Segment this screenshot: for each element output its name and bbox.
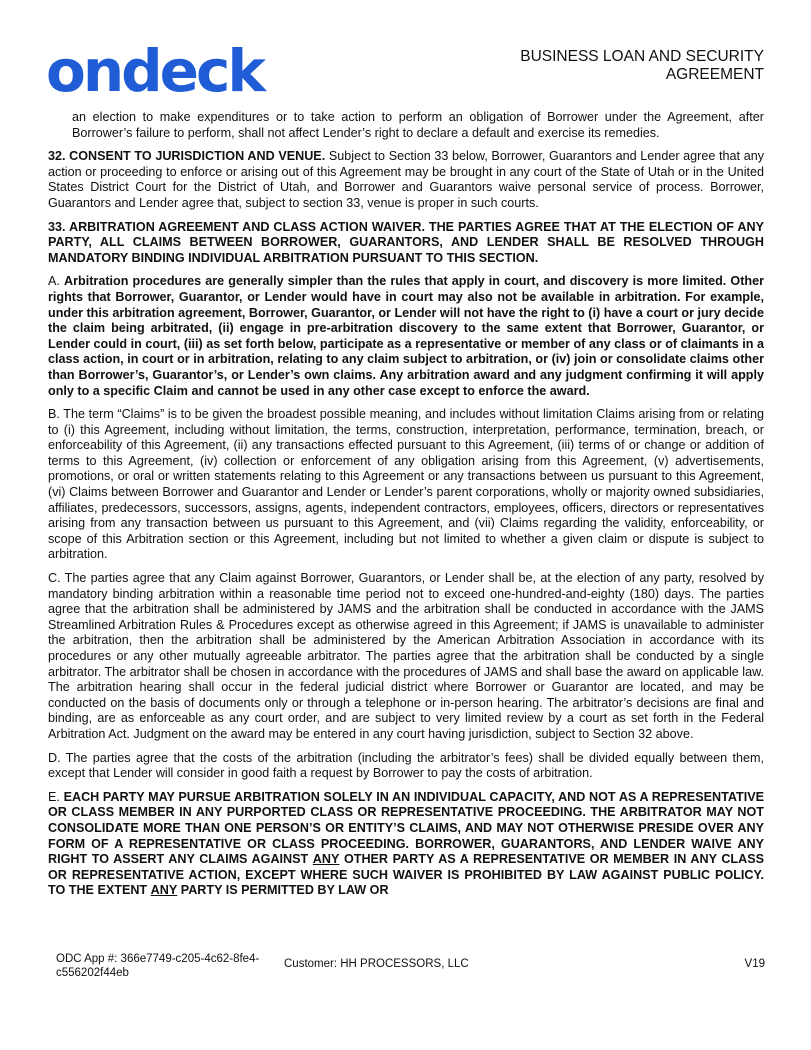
paragraph-a-label: A. [48,274,60,289]
ondeck-logo: ondeck [46,37,263,105]
paragraph-a-text: Arbitration procedures are generally simpler than the rules that apply in court, and discovery is more limited. Other rights that Borrower, Guarantor, or Lender would have in court may also not be available in arbitration. For example, under this arbitration agreement, Borrower, Guarantor, or Lender will not have the right to (i) have a court or jury decide the claim being arbitrated, (ii) engage in pre-arbitration discovery to the same extent that Borrower, Guarantor, or Lender could in court, (iii) as set forth below, participate as a representative or member of any class or of claimants in a class action, in court or in arbitration, relating to any claim subject to arbitration, or (iv) join or consolidate claims other than Borrower’s, Guarantor’s, or Lender’s own claims. Any arbitration award and any judgment confirming it will apply only to a specific Claim and cannot be used in any other case except to enforce the award. [48,274,764,398]
paragraph-e-label: E. [48,789,60,804]
version-label: V19 [744,958,765,970]
section-33-heading: 33. ARBITRATION AGREEMENT AND CLASS ACTION WAIVER. THE PARTIES AGREE THAT AT THE ELECTION OF ANY PARTY, ALL CLAIMS BETWEEN BORROWER, GUARANTORS, AND LENDER SHALL BE RESOLVED THROUGH MANDATORY BINDING INDIVIDUAL ARBITRATION PURSUANT TO THIS SECTION. [48,219,764,265]
paragraph-c: C. The parties agree that any Claim against Borrower, Guarantors, or Lender shall be, at the election of any party, resolved by mandatory binding arbitration within a reasonable time period not to exceed one-hundred-and-eighty (180) days. The parties agree that the arbitration shall be administered by JAMS and the arbitration shall be conducted in accordance with the JAMS Streamlined Arbitration Rules & Procedures except as otherwise agreed in this Agreement; if JAMS is unavailable to administer the arbitration, then the arbitration shall be administered by the American Arbitration Association in accordance with its procedures or any other mutually agreeable arbitrator. The parties agree that the arbitration shall be conducted by a single arbitrator. The arbitrator shall be chosen in accordance with the procedures of JAMS and shall base the award on applicable law. The arbitration hearing shall occur in the federal judicial district where Borrower or Guarantor are located, and may be conducted on the basis of documents only or through a telephone or in-person hearing. The arbitrator’s decisions are final and binding, are as enforceable as any court order, and are subject to very limited review by a court as set forth in the Federal Arbitration Act. Judgment on the award may be entered in any court having jurisdiction, subject to Section 32 above. [48,571,764,741]
paragraph-d: D. The parties agree that the costs of the arbitration (including the arbitrator’s fees) shall be divided equally between them, except that Lender will consider in good faith a request by Borrower to pay the costs of arbitration. [48,750,764,781]
document-title: BUSINESS LOAN AND SECURITY AGREEMENT [520,48,764,83]
paragraph-b: B. The term “Claims” is to be given the broadest possible meaning, and includes without limitation Claims arising from or relating to (i) this Agreement, including without limitation, the terms, construction, interpretation, performance, termination, breach, or enforceability of this Agreement, (ii) any transactions effected pursuant to this Agreement, (iii) terms of or change or addition of terms to this Agreement, (iv) collection or enforcement of any obligation arising from this Agreement, (v) advertisements, promotions, or oral or written statements relating to this Agreement or any transactions between us pursuant to this Agreement, (vi) Claims between Borrower and Guarantor and Lender or Lender’s parent corporations, wholly or majority owned subsidiaries, affiliates, predecessors, successors, assigns, agents, independent contractors, employees, officers, directors or representatives arising from any transaction between us pursuant to this Agreement, and (vii) Claims regarding the validity, enforceability, or scope of this Arbitration section or this Agreement, including but not limited to whether a given claim or dispute is subject to arbitration. [48,407,764,562]
intro-paragraph: an election to make expenditures or to take action to perform an obligation of Borrower under the Agreement, after Borrower’s failure to perform, shall not affect Lender’s right to declare a default and exercise its remedies. [72,110,764,140]
paragraph-e [48,790,764,899]
section-32 [48,149,764,211]
paragraph-e-text-1: EACH PARTY MAY PURSUE ARBITRATION SOLELY IN AN INDIVIDUAL CAPACITY, AND NOT AS A REPRESENTATIVE OR CLASS MEMBER IN ANY PURPORTED CLASS OR REPRESENTATIVE PROCEEDING. THE ARBITRATOR MAY NOT CONSOLIDATE MORE THAN ONE PERSON’S OR ENTITY’S CLAIMS, AND MAY NOT OTHERWISE PRESIDE OVER ANY FORM OF A REPRESENTATIVE OR CLASS PROCEEDING. BORROWER, GUARANTORS, AND LENDER WAIVE ANY RIGHT TO ASSERT ANY CLAIMS AGAINST [48,789,764,867]
customer-name: Customer: HH PROCESSORS, LLC [284,958,469,970]
paragraph-e-any-2: ANY [150,883,178,898]
section-32-text: Subject to Section 33 below, Borrower, Guarantors and Lender agree that any action or proceeding to enforce or arising out of this Agreement may be brought in any court of the State of Utah or in the United States District Court for the District of Utah, and Borrower and Guarantors waive personal service of process. Borrower, Guarantors and Lender agree that, subject to section 33, venue is proper in such courts. [48,149,765,210]
paragraph-e-text-2: OTHER PARTY AS A REPRESENTATIVE OR MEMBER IN ANY CLASS OR REPRESENTATIVE ACTION, EXCEPT WHERE SUCH WAIVER IS PROHIBITED BY LAW AGAINST PUBLIC POLICY. TO THE EXTENT [48,852,765,898]
document-body [48,110,764,907]
paragraph-a [48,274,764,399]
odc-app-number: ODC App #: 366e7749-c205-4c62-8fe4-c556202f44eb [56,953,260,979]
paragraph-e-text-3: PARTY IS PERMITTED BY LAW OR [180,883,389,898]
section-32-heading: 32. CONSENT TO JURISDICTION AND VENUE. [48,149,326,164]
paragraph-e-any-1: ANY [312,852,340,867]
